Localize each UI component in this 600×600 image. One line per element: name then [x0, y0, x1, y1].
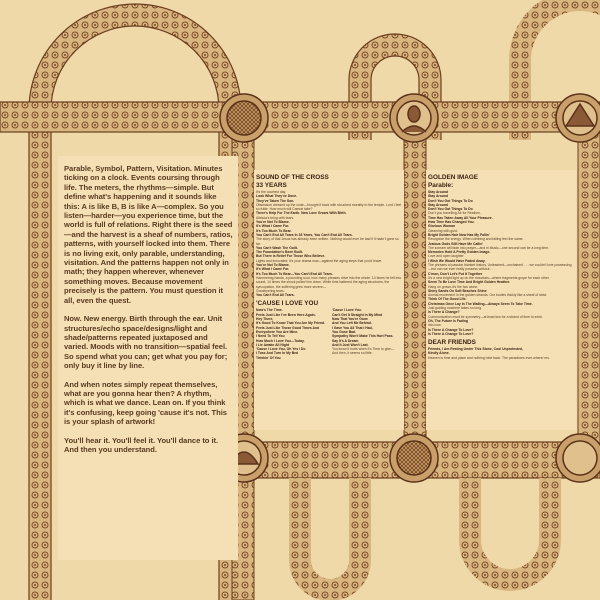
lyric-line: Stay Around	[428, 202, 449, 207]
lyric-line: Look What They've Done.	[256, 194, 298, 199]
song-title: GOLDEN IMAGE	[428, 174, 479, 181]
lyric-line: Recognize the energy. When climbing and falling feel the same.	[428, 237, 524, 242]
lyric-line: Hang on grown-it's the two alone.	[428, 284, 479, 289]
song-subtitle: 33 YEARS	[256, 182, 287, 189]
lyric-line: The phrases of passion blanket history. Unleashed—unchained . . . we couldn't love possessing—but can we ever really possess without . . .	[428, 263, 572, 272]
song-title: DEAR FRIENDS	[428, 339, 476, 347]
lyric-line: It's What I Came For.	[256, 267, 290, 272]
lyric-line: How Much I Love You—Today.	[256, 338, 305, 343]
intro-paragraph: You'll hear it. You'll feel it. You'll dance to it. And then you understand.	[64, 435, 219, 454]
lyric-line: You Can't End All Tears In 33 Years, You Can't End All Tears.	[256, 232, 353, 237]
lyrics-block	[256, 190, 402, 297]
lyric-line: It's a new bright light up on the mountain—where fragments grope for each other.	[428, 275, 550, 280]
lyric-line: The Foundation's Been Built.	[256, 250, 303, 255]
torso-medallion-icon	[390, 434, 438, 482]
lyric-line: Heaven is time and place and nothing held back. The paradoxes ever-where/ ms.	[428, 355, 550, 360]
intro-text-panel	[58, 156, 238, 560]
lyric-line: It's What I Came For.	[256, 224, 290, 229]
lyric-line: I Wish We Would Have Faded Away.	[428, 258, 486, 263]
lyric-line: Thinkin' Of You	[256, 355, 281, 360]
lyric-line: Lights and innovated; it's your drama now—against the aging steps that you'd leave.	[256, 258, 383, 263]
lyric-line: You're Not To Blame.	[256, 263, 290, 268]
lyric-line: You know it hurts when it's Time to give—	[332, 347, 395, 352]
lyric-line: Obsession dressed up the code—brought it back with slouched morality to the temple. Lord I feel so futile. How much will Caesar take?	[256, 202, 402, 212]
lyric-line: Seem To Be Love Time And Bright Golden Heather.	[428, 280, 511, 285]
lyric-line: I Lie Awake All Night	[256, 342, 290, 347]
lyric-line: Is There A Change To Love?	[428, 327, 474, 332]
lyric-line: Say It's A Dream	[332, 338, 359, 343]
lyric-line: You Can't End All Tears.	[256, 293, 295, 298]
lyric-line: Is There A Change?	[428, 310, 460, 315]
bust-medallion-icon	[390, 94, 438, 142]
lyric-line: The story of that Jesus has already been written. Nothing would ever be bad if it hadn't gone so far.	[256, 237, 399, 246]
crosshatch-medallion-icon	[220, 94, 268, 142]
lyric-line: Just guiding nowhere takes so long.	[428, 306, 482, 311]
lyric-line: Don't You Got Things To Do	[428, 207, 473, 212]
lyric-line: And It Just Won't Last.	[332, 342, 369, 347]
song-title: 'CAUSE I LOVE YOU	[256, 300, 319, 308]
lyric-line: Time Has Taken Away All Your Pleasure.	[428, 215, 493, 220]
lyric-line: Can't Get It Straight In My Mind	[332, 312, 383, 317]
lyrics-block	[256, 308, 402, 360]
fan-medallion-icon	[556, 94, 600, 142]
lyric-line: You Gone Bad.	[332, 329, 357, 334]
lyrics-block	[428, 190, 574, 336]
lyric-line: Bright Golden Hair Now Has My Fallin'	[428, 232, 490, 237]
lyric-line: How Time Has Changed You.	[428, 220, 475, 225]
lyric-line: Jealous Gods Still Have Me Callin'	[428, 241, 484, 246]
lyrics-column-right	[426, 170, 576, 430]
lyric-line: It's Too Much To Bear.	[256, 228, 292, 233]
lyric-line: C'mon, Don't Let's Put It Together	[428, 271, 483, 276]
lyric-line: Hammering hands, a pounding soul, how many phrases drive into the whole. 14 times he fell into sound, 14 times the shock pulled him down. While time battered the aging structures, the syncopation, the suffering grew more severe—	[256, 275, 402, 289]
lyric-line: I Need To Tell You	[256, 334, 285, 339]
lyrics-block	[428, 347, 574, 360]
lyric-line: Gleaming with gold.	[428, 228, 458, 233]
song-title: SOUND OF THE CROSS	[256, 174, 329, 181]
lyric-line: Love and open laughter	[428, 254, 464, 259]
lyric-line: Don't you travelling Air for Realism.	[428, 211, 481, 216]
lyric-line: 'Cause I Love You.	[332, 308, 362, 313]
lyric-line: Alleluia's bring with tears.	[256, 215, 295, 220]
song-subtitle: Parable:	[428, 182, 454, 189]
lyric-line: Feels Just Like Those Good Times And Everywhere You Are Mine.	[256, 325, 320, 334]
intro-paragraph: And when notes simply repeat themselves, what are you gonna hear then? A rhythm, which is what we dance. Lean on. If you think it's confusing, keep going 'cause it's not. This is your splash of artwork!	[64, 379, 227, 427]
lyric-line: It's Too Much To Bear—You Can't End All Tears.	[256, 271, 333, 276]
lyric-line: It's the courtest day.	[256, 190, 286, 194]
lyric-line: Memories Hold A Pretty Golden Image.	[428, 250, 491, 255]
lyric-line: Is There A Change To Love?	[428, 331, 474, 336]
lyric-line: Glorious Woman	[428, 224, 456, 229]
lyric-line: They've Taken The Son.	[256, 198, 295, 203]
lyric-line: It's Good To Know That You Are My Friend.	[256, 321, 326, 326]
lyric-line: Now's The Time.	[256, 308, 283, 313]
lyric-line: into now.	[428, 323, 442, 328]
intro-paragraph: Now. New energy. Birth through the ear. Unit structures/echo space/designs/light and shade/patterns repeated juxtaposed and varied. Moods with no transition—spatial feel. So spend what you can; get what you pay for; only buy it line by line.	[64, 314, 228, 371]
lyric-line: Communication must be symmetry—at least two for a strand of time to exist.	[428, 314, 543, 319]
lyrics-column-left	[254, 170, 404, 430]
lyric-line: I Toss And Turn In My Bed	[256, 351, 299, 356]
lyric-line: Oh, The Future Is Fading	[428, 318, 468, 323]
lyric-line: Feels Just Like I've Been Here Again.	[256, 312, 316, 317]
lyric-line: Friends, I Am Resting Under This Stone, Cool Unprotested,	[428, 347, 524, 352]
lyric-line: There's Help For The Earth. New Love Grows With Birth.	[256, 211, 347, 216]
lyric-line: Animal movement in the golden strands. Our bodies thickly like a sheaf of twist.	[428, 293, 547, 298]
lyric-line: Shiny Sands On Soft Beaches Shine	[428, 288, 487, 293]
lyric-line: Hey There,	[256, 317, 274, 322]
lyric-line: The scream will fade into prayer—and in Music—one second can be a long time.	[428, 245, 549, 250]
lyric-line: I Gave You All That I Had,	[332, 325, 373, 330]
lyric-line: Don't You Got Things To Do	[428, 198, 473, 203]
lyric-line: Now That You're Gone	[332, 317, 368, 322]
lyric-line: You're Not To Blame.	[256, 220, 290, 225]
lyric-line: And then, it seems so little.	[332, 351, 373, 356]
lyric-line: And You Left Me Behind.	[332, 321, 372, 326]
lyric-line: Sympathy Won't Make This Hurt Pass.	[332, 334, 394, 339]
lyric-line: Think Of The Good Life.	[428, 297, 467, 302]
lyric-line: But There Is Relief For Those Who Believe.	[256, 254, 326, 259]
lyric-line: Goodbye/ing tears.	[256, 288, 285, 293]
lyric-line: 'Cause I Love You, Oh Yes I Do	[256, 347, 306, 352]
lyric-line: Christmas Once Lay In The Walling—Always Seem To Take Time.	[428, 301, 533, 306]
lyric-line: You Can't Wash The Guilt.	[256, 245, 298, 250]
lyric-line: Kindly Alone.	[428, 351, 450, 356]
intro-paragraph: Parable, Symbol, Pattern, Visitation. Minutes ticking on a clock. Events coursing through life. The meters, the rhythms—simple. But define what's happening and it sounds like this: A is like B, B is like A—complex. So you listen—harder—you experience time, but the world is full of relations. Right there is the seed—and the harvest is a sheaf of numbers, ratios, patterns, with yourself locked into them. There is no living exit, only parable, understanding, visitation. And the patterns happen not only in math; they happen wherever, whenever something moves. Because movement precisely is the pattern. You must question it all, even the quest.	[64, 164, 233, 305]
lyric-line: Stay Around	[428, 190, 449, 194]
lyric-line: Stay Around	[428, 194, 449, 199]
